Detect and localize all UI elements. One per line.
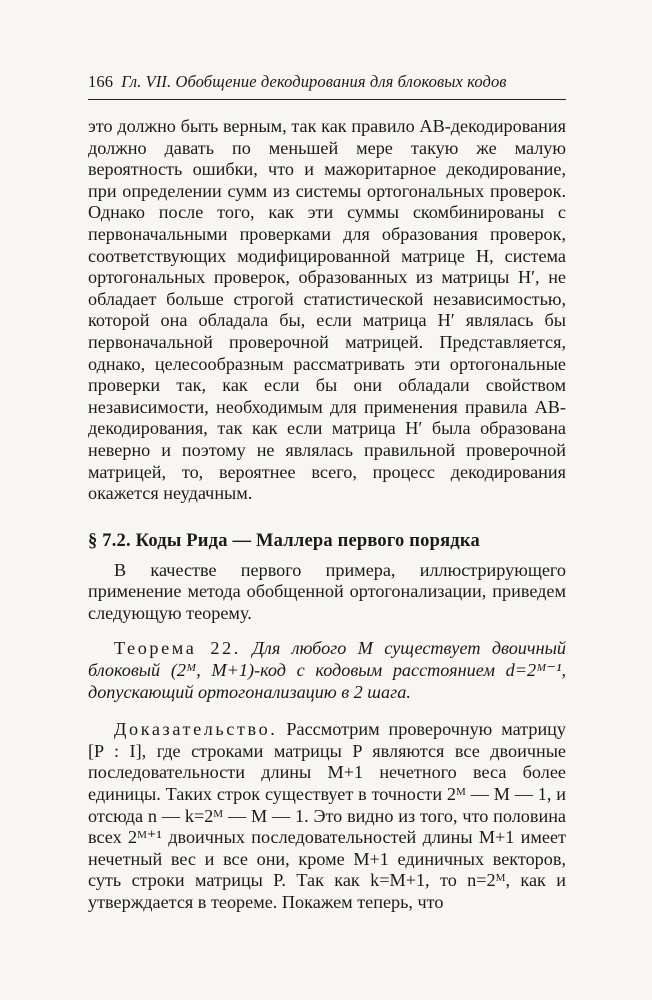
continuation-paragraph: это должно быть верным, так как правило АВ-декодирования должно давать по меньшей мере такую же малую вероятность ошибки, что и мажоритарное декодирование, при определении сумм из системы ортогональных проверок. Однако после того, как эти суммы скомбинированы с первоначальными проверками для образования проверок, соответствующих модифицированной матрице H, система ортогональных проверок, образованных из матрицы H′, не обладает больше строгой статистической независимостью, которой она обладала бы, если матрица H′ являлась бы первоначальной проверочной матрицей. Представляется, однако, целесообразным рассматривать эти ортогональные проверки так, как если бы они обладали свойством независимости, необходимым для применения правила АВ-декодирования, так как если матрица H′ была образована неверно и поэтому не являлась правильной проверочной матрицей, то, вероятнее всего, процесс декодирования окажется неудачным.	[88, 116, 566, 504]
proof-text: Рассмотрим проверочную матрицу [P : I], где строками матрицы P являются все двоичные последовательности длины M+1 нечетного веса более единицы. Таких строк существует в точности 2ᴹ — M — 1, и отсюда n — k=2ᴹ — M — 1. Это видно из того, что половина всех 2ᴹ⁺¹ двоичных последовательностей длины M+1 имеет нечетный вес и все они, кроме M+1 единичных векторов, суть строки матрицы P. Так как k=M+1, то n=2ᴹ, как и утверждается в теореме. Покажем теперь, что	[88, 719, 567, 912]
theorem-statement: Для любого M существует двоичный блоковый (2ᴹ, M+1)-код с кодовым расстоянием d=2ᴹ⁻¹, допускающий ортогонализацию в 2 шага.	[88, 638, 567, 702]
theorem-paragraph	[88, 638, 566, 703]
page-body	[88, 116, 566, 914]
running-header	[88, 72, 566, 100]
proof-paragraph	[88, 719, 566, 913]
running-title: Гл. VII. Обобщение декодирования для блоковых кодов	[121, 72, 507, 91]
page-number: 166	[88, 72, 114, 91]
section-heading: § 7.2. Коды Рида — Маллера первого порядка	[88, 530, 480, 551]
section-intro-paragraph: В качестве первого примера, иллюстрирующего применение метода обобщенной ортогонализации, приведем следующую теорему.	[88, 559, 566, 623]
theorem-label: Теорема 22.	[114, 638, 241, 659]
proof-label: Доказательство.	[114, 719, 278, 740]
